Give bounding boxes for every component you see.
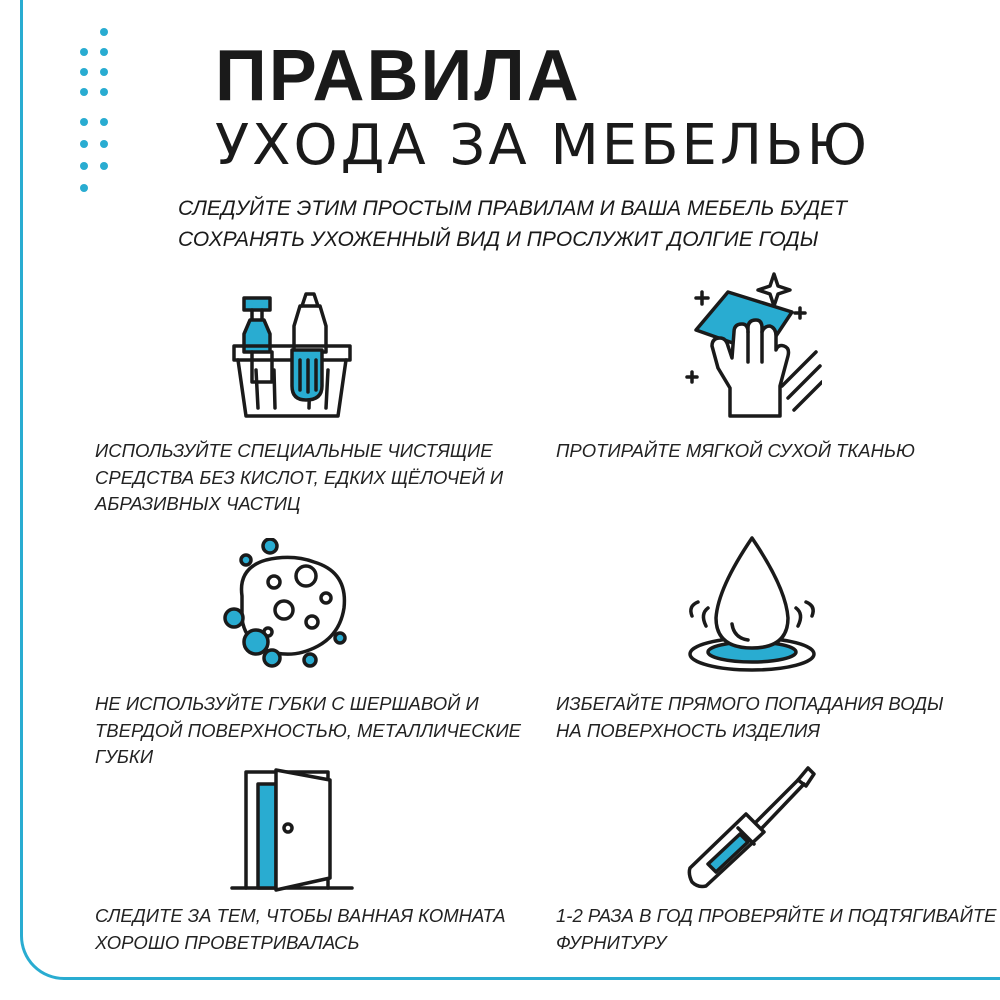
tip-line: ХОРОШО ПРОВЕТРИВАЛАСЬ [95,931,360,953]
intro-text [178,193,898,255]
water-drop-icon [682,534,822,676]
tip-line: ПРОТИРАЙТЕ МЯГКОЙ СУХОЙ ТКАНЬЮ [556,440,915,461]
tip-sponges [95,691,521,771]
tip-water [556,691,943,744]
page-subtitle: УХОДА ЗА МЕБЕЛЬЮ [215,113,870,178]
open-door-icon [230,766,354,892]
sponge-icon [222,538,362,674]
tip-line: ФУРНИТУРУ [556,931,667,953]
tip-line: 1-2 РАЗА В ГОД ПРОВЕРЯЙТЕ И ПОДТЯГИВАЙТЕ [556,905,997,926]
page-title: ПРАВИЛА [215,36,581,116]
tip-line: СРЕДСТВА БЕЗ КИСЛОТ, ЕДКИХ ЩЁЛОЧЕЙ И [95,466,504,488]
tip-line: ИЗБЕГАЙТЕ ПРЯМОГО ПОПАДАНИЯ ВОДЫ [556,693,944,714]
tip-ventilation [95,903,506,956]
tip-line: АБРАЗИВНЫХ ЧАСТИЦ [95,493,301,514]
screwdriver-icon [686,764,816,890]
wiping-cloth-icon [682,272,822,420]
tip-soft-cloth [556,438,915,465]
cleaning-basket-icon [222,290,362,422]
decorative-dots [80,28,120,196]
tip-line: ГУБКИ [95,746,154,767]
tip-line: НЕ ИСПОЛЬЗУЙТЕ ГУБКИ С ШЕРШАВОЙ И [95,693,479,714]
tip-fittings [556,903,996,956]
intro-line: СОХРАНЯТЬ УХОЖЕННЫЙ ВИД И ПРОСЛУЖИТ ДОЛГИЕ ГОДЫ [178,228,819,251]
tip-line: ИСПОЛЬЗУЙТЕ СПЕЦИАЛЬНЫЕ ЧИСТЯЩИЕ [95,440,493,461]
tip-line: СЛЕДИТЕ ЗА ТЕМ, ЧТОБЫ ВАННАЯ КОМНАТА [95,905,506,926]
intro-line: СЛЕДУЙТЕ ЭТИМ ПРОСТЫМ ПРАВИЛАМ И ВАША МЕБЕЛЬ БУДЕТ [178,197,847,220]
tip-line: ТВЕРДОЙ ПОВЕРХНОСТЬЮ, МЕТАЛЛИЧЕСКИЕ [95,719,522,741]
tip-cleaning-agents [95,438,503,518]
tip-line: НА ПОВЕРХНОСТЬ ИЗДЕЛИЯ [556,719,821,741]
